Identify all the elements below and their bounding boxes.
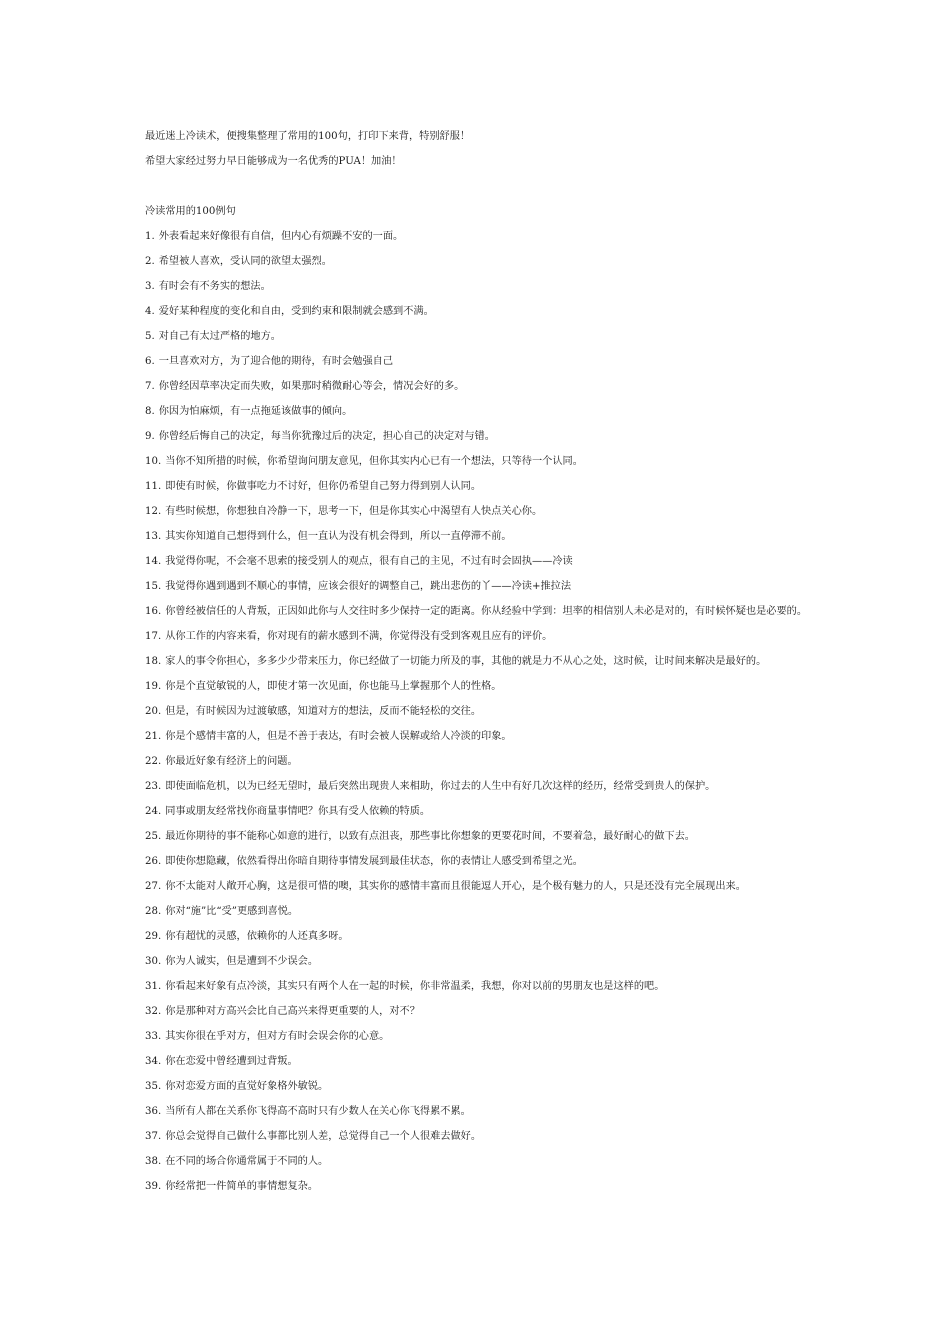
item-number: 35. xyxy=(145,1081,162,1092)
item-number: 24. xyxy=(145,806,162,817)
item-text: 你对“施”比“受”更感到喜悦。 xyxy=(165,906,299,917)
item-text: 你曾经被信任的人背叛，正因如此你与人交往时多少保持一定的距离。你从经验中学到：坦率的相信别人未必是对的，有时候怀疑也是必要的。 xyxy=(165,606,808,617)
list-item xyxy=(145,874,815,899)
item-text: 你是个直觉敏锐的人，即使才第一次见面，你也能马上掌握那个人的性格。 xyxy=(165,681,502,692)
item-number: 1. xyxy=(145,231,155,242)
list-item xyxy=(145,549,815,574)
list-title: 冷读常用的100例句 xyxy=(145,206,236,217)
list-item xyxy=(145,974,815,999)
item-number: 37. xyxy=(145,1131,162,1142)
item-number: 28. xyxy=(145,906,162,917)
list-item xyxy=(145,299,815,324)
list-item xyxy=(145,649,815,674)
list-item xyxy=(145,1174,815,1199)
list-item xyxy=(145,424,815,449)
item-text: 你在恋爱中曾经遭到过背叛。 xyxy=(165,1056,298,1067)
list-item xyxy=(145,699,815,724)
item-number: 13. xyxy=(145,531,162,542)
list-item xyxy=(145,799,815,824)
item-text: 在不同的场合你通常属于不同的人。 xyxy=(165,1156,329,1167)
item-number: 16. xyxy=(145,606,162,617)
item-text: 当你不知所措的时候，你希望询问朋友意见，但你其实内心已有一个想法，只等待一个认同。 xyxy=(165,456,583,467)
item-number: 7. xyxy=(145,381,155,392)
list-item xyxy=(145,574,815,599)
item-number: 38. xyxy=(145,1156,162,1167)
item-number: 10. xyxy=(145,456,162,467)
list-item xyxy=(145,249,815,274)
list-item xyxy=(145,449,815,474)
item-text: 你看起来好象有点冷淡，其实只有两个人在一起的时候，你非常温柔，我想，你对以前的男朋友也是这样的吧。 xyxy=(165,981,665,992)
item-text: 你经常把一件简单的事情想复杂。 xyxy=(165,1181,319,1192)
intro-line-2: 希望大家经过努力早日能够成为一名优秀的PUA！加油！ xyxy=(145,156,402,167)
item-number: 22. xyxy=(145,756,162,767)
list-item xyxy=(145,1124,815,1149)
item-number: 12. xyxy=(145,506,162,517)
list-item xyxy=(145,1024,815,1049)
item-number: 25. xyxy=(145,831,162,842)
item-number: 33. xyxy=(145,1031,162,1042)
item-number: 39. xyxy=(145,1181,162,1192)
item-text: 其实你很在乎对方，但对方有时会误会你的心意。 xyxy=(165,1031,390,1042)
item-number: 8. xyxy=(145,406,155,417)
sentence-list xyxy=(145,224,815,1199)
item-text: 你有超忧的灵感，依赖你的人还真多呀。 xyxy=(165,931,349,942)
item-number: 9. xyxy=(145,431,155,442)
item-text: 你对恋爱方面的直觉好象格外敏锐。 xyxy=(165,1081,329,1092)
list-item xyxy=(145,1049,815,1074)
list-item xyxy=(145,374,815,399)
item-number: 18. xyxy=(145,656,162,667)
list-item xyxy=(145,499,815,524)
item-number: 26. xyxy=(145,856,162,867)
list-item xyxy=(145,999,815,1024)
item-number: 15. xyxy=(145,581,162,592)
item-text: 你最近好象有经济上的问题。 xyxy=(165,756,298,767)
item-number: 19. xyxy=(145,681,162,692)
item-text: 同事或朋友经常找你商量事情吧？你具有受人依赖的特质。 xyxy=(165,806,431,817)
item-number: 20. xyxy=(145,706,162,717)
document-body xyxy=(145,124,815,1199)
item-text: 对自己有太过严格的地方。 xyxy=(158,331,281,342)
item-text: 外表看起来好像很有自信，但内心有烦躁不安的一面。 xyxy=(158,231,404,242)
item-text: 最近你期待的事不能称心如意的进行，以致有点沮丧，那些事比你想象的更要花时间，不要着急，最好耐心的做下去。 xyxy=(165,831,695,842)
item-text: 其实你知道自己想得到什么，但一直认为没有机会得到，所以一直停滞不前。 xyxy=(165,531,512,542)
item-number: 6. xyxy=(145,356,155,367)
item-number: 29. xyxy=(145,931,162,942)
intro-line-1: 最近迷上冷读术，便搜集整理了常用的100句，打印下来背，特别舒服！ xyxy=(145,131,471,142)
list-item xyxy=(145,899,815,924)
list-item xyxy=(145,824,815,849)
list-item xyxy=(145,774,815,799)
item-number: 11. xyxy=(145,481,162,492)
item-number: 21. xyxy=(145,731,162,742)
list-item xyxy=(145,399,815,424)
item-text: 即使面临危机，以为已经无望时，最后突然出现贵人来相助，你过去的人生中有好几次这样的经历，经常受到贵人的保护。 xyxy=(165,781,716,792)
item-text: 你曾经后悔自己的决定，每当你犹豫过后的决定，担心自己的决定对与错。 xyxy=(158,431,495,442)
list-item xyxy=(145,274,815,299)
item-text: 从你工作的内容来看，你对现有的薪水感到不满，你觉得没有受到客观且应有的评价。 xyxy=(165,631,553,642)
list-item xyxy=(145,674,815,699)
list-item xyxy=(145,324,815,349)
blank-line xyxy=(145,174,815,199)
item-text: 你因为怕麻烦，有一点拖延该做事的倾向。 xyxy=(158,406,353,417)
item-text: 我觉得你遇到遇到不顺心的事情，应该会很好的调整自己，跳出悲伤的丫——冷读+推拉法 xyxy=(165,581,572,592)
list-item xyxy=(145,1074,815,1099)
item-text: 爱好某种程度的变化和自由，受到约束和限制就会感到不满。 xyxy=(158,306,434,317)
list-item xyxy=(145,224,815,249)
list-item xyxy=(145,724,815,749)
item-number: 5. xyxy=(145,331,155,342)
item-number: 2. xyxy=(145,256,155,267)
item-text: 一旦喜欢对方，为了迎合他的期待，有时会勉强自己 xyxy=(158,356,394,367)
item-text: 有些时候想，你想独自冷静一下，思考一下，但是你其实心中渴望有人快点关心你。 xyxy=(165,506,543,517)
list-item xyxy=(145,749,815,774)
item-number: 17. xyxy=(145,631,162,642)
list-item xyxy=(145,849,815,874)
item-text: 当所有人都在关系你飞得高不高时只有少数人在关心你飞得累不累。 xyxy=(165,1106,471,1117)
item-number: 30. xyxy=(145,956,162,967)
item-text: 你为人诚实，但是遭到不少误会。 xyxy=(165,956,319,967)
item-number: 4. xyxy=(145,306,155,317)
item-text: 即使有时候，你做事吃力不讨好，但你仍希望自己努力得到别人认同。 xyxy=(165,481,482,492)
list-item xyxy=(145,624,815,649)
item-number: 14. xyxy=(145,556,162,567)
item-text: 即使你想隐藏，依然看得出你暗自期待事情发展到最佳状态，你的表情让人感受到希望之光。 xyxy=(165,856,583,867)
list-item xyxy=(145,1149,815,1174)
item-text: 你是那种对方高兴会比自己高兴来得更重要的人，对不？ xyxy=(165,1006,420,1017)
list-item xyxy=(145,349,815,374)
list-item xyxy=(145,599,815,624)
item-text: 有时会有不务实的想法。 xyxy=(158,281,271,292)
list-item xyxy=(145,474,815,499)
item-text: 你曾经因草率决定而失败，如果那时稍微耐心等会，情况会好的多。 xyxy=(158,381,465,392)
item-number: 36. xyxy=(145,1106,162,1117)
item-text: 希望被人喜欢，受认同的欲望太强烈。 xyxy=(158,256,332,267)
item-text: 你是个感情丰富的人，但是不善于表达，有时会被人误解或给人冷淡的印象。 xyxy=(165,731,512,742)
list-item xyxy=(145,524,815,549)
item-number: 3. xyxy=(145,281,155,292)
list-item xyxy=(145,1099,815,1124)
list-item xyxy=(145,924,815,949)
item-number: 31. xyxy=(145,981,162,992)
item-text: 家人的事令你担心，多多少少带来压力，你已经做了一切能力所及的事，其他的就是力不从心之处，这时候，让时间来解决是最好的。 xyxy=(165,656,767,667)
item-number: 23. xyxy=(145,781,162,792)
item-number: 32. xyxy=(145,1006,162,1017)
item-text: 你总会觉得自己做什么事都比别人差，总觉得自己一个人很难去做好。 xyxy=(165,1131,482,1142)
item-text: 你不太能对人敞开心胸，这是很可惜的噢，其实你的感情丰富而且很能逗人开心，是个极有魅力的人，只是还没有完全展现出来。 xyxy=(165,881,746,892)
item-number: 34. xyxy=(145,1056,162,1067)
list-item xyxy=(145,949,815,974)
item-text: 我觉得你呢，不会毫不思索的接受别人的观点，很有自己的主见，不过有时会固执——冷读 xyxy=(165,556,573,567)
item-text: 但是，有时候因为过渡敏感，知道对方的想法，反而不能轻松的交往。 xyxy=(165,706,482,717)
item-number: 27. xyxy=(145,881,162,892)
